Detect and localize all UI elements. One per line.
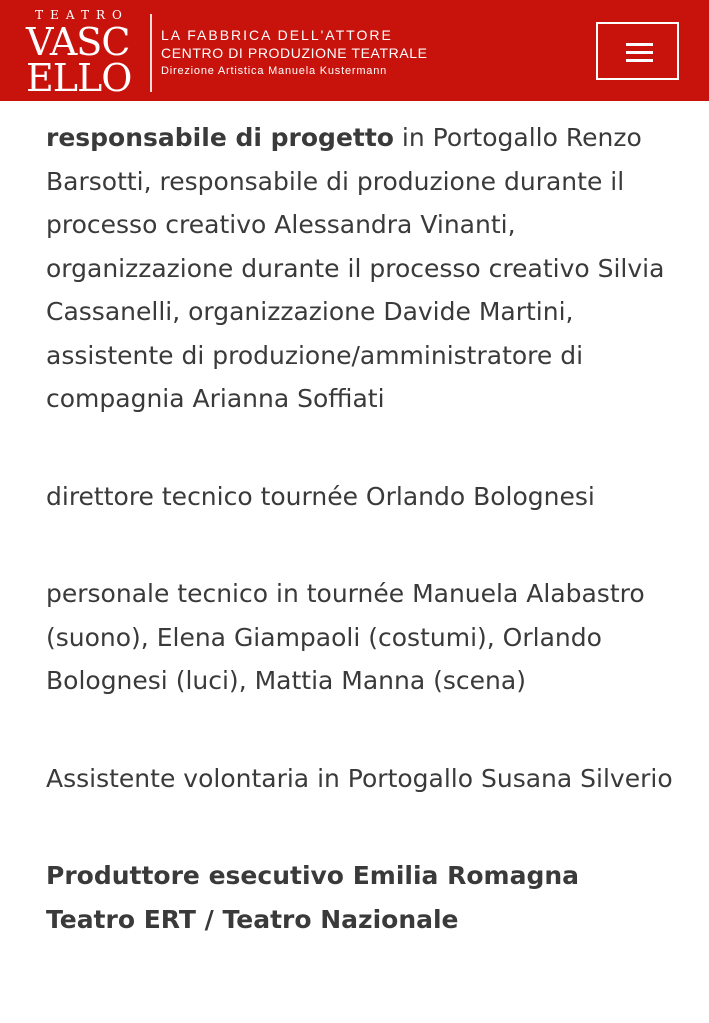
logo-line-2: ELLO [26,56,132,100]
hamburger-icon [626,59,653,62]
tagline-line-1: LA FABBRICA DELL'ATTORE [161,27,393,43]
credits-paragraph-4: Assistente volontaria in Portogallo Susana Silverio [46,763,673,793]
credits-paragraph-5: Produttore esecutivo Emilia Romagna Teatro ERT / Teatro Nazionale [46,861,580,934]
credits-paragraph-3: personale tecnico in tournée Manuela Alabastro (suono), Elena Giampaoli (costumi), Orlando Bolognesi (luci), Mattia Manna (scena) [46,579,645,695]
logo-small-text: TEATRO [35,8,129,22]
tagline-line-3: Direzione Artistica Manuela Kustermann [161,65,388,77]
article-content [46,116,676,995]
credits-role-label: responsabile di progetto [46,123,394,152]
hamburger-icon [626,43,653,46]
logo-divider [150,14,152,92]
hamburger-icon [626,51,653,54]
credits-text: in Portogallo Renzo Barsotti, responsabile di produzione durante il processo creativo Alessandra Vinanti, organizzazione durante il processo creativo Silvia Cassanelli, organizzazione Davide Martini, assistente di produzione/amministratore di compagnia Arianna Soffiati [46,123,665,413]
header-tagline [161,26,428,79]
logo-line-1: VASC [26,20,130,64]
credits-paragraph-1 [46,116,676,421]
menu-button[interactable] [596,22,679,80]
tagline-line-2: CENTRO DI PRODUZIONE TEATRALE [161,45,428,61]
site-header [0,0,709,101]
teatro-vascello-logo[interactable] [26,8,138,100]
credits-paragraph-2: direttore tecnico tournée Orlando Bolognesi [46,481,595,511]
